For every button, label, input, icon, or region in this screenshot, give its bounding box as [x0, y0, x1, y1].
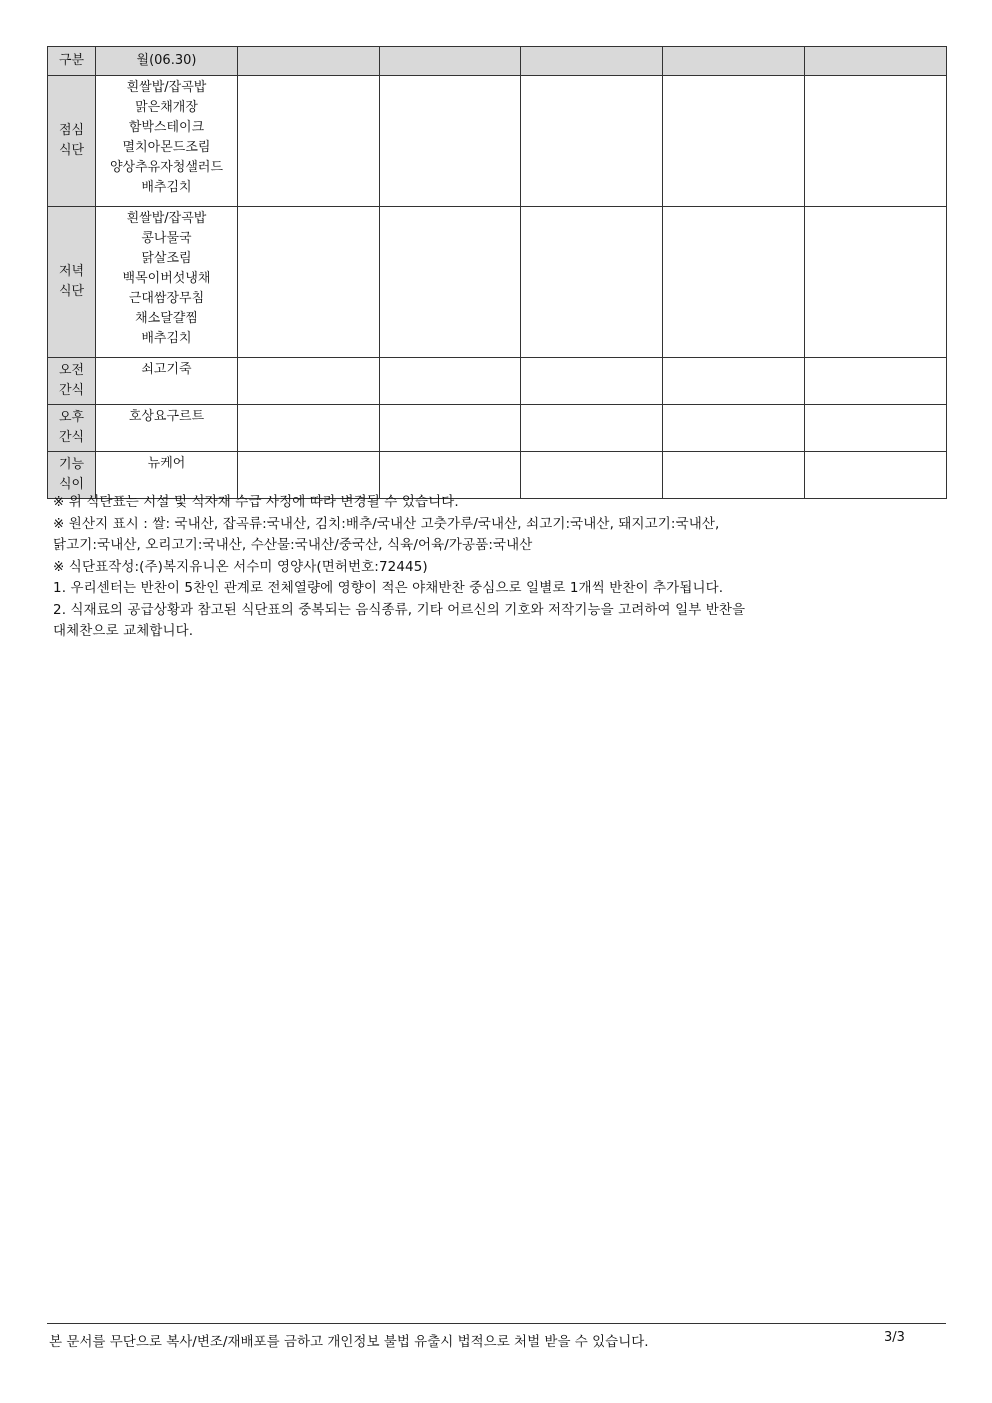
menu-item: 맑은채개장	[135, 100, 198, 115]
menu-item: 쇠고기죽	[141, 362, 192, 377]
menu-item: 호상요구르트	[128, 409, 205, 424]
header-day-3	[380, 47, 521, 76]
note-item-2: 2. 식재료의 공급상황과 참고된 식단표의 중복되는 음식종류, 기타 어르신의 기호와 저작기능을 고려하여 일부 반찬을	[53, 601, 746, 618]
menu-item: 배추김치	[141, 180, 192, 195]
empty-cell	[805, 405, 947, 452]
afternoon-snack-row-label	[48, 405, 96, 452]
page-number: 3/3	[884, 1330, 905, 1345]
menu-item: 백목이버섯냉채	[122, 271, 211, 286]
empty-cell	[805, 207, 947, 358]
lunch-row	[48, 76, 947, 207]
menu-item: 멸치아몬드조림	[122, 140, 211, 155]
menu-item: 뉴케어	[147, 456, 186, 471]
empty-cell	[663, 358, 805, 405]
note-change-notice: ※ 위 식단표는 시설 및 식자재 수급 사정에 따라 변경될 수 있습니다.	[53, 494, 459, 510]
menu-item: 흰쌀밥/잡곡밥	[126, 211, 207, 226]
footer-disclaimer: 본 문서를 무단으로 복사/변조/재배포를 금하고 개인정보 불법 유출시 법적으로 처벌 받을 수 있습니다.	[49, 1334, 649, 1350]
empty-cell	[380, 405, 521, 452]
note-origin: ※ 원산지 표시 : 쌀: 국내산, 잡곡류:국내산, 김치:배추/국내산 고춧가루/국내산, 쇠고기:국내산, 돼지고기:국내산,	[53, 515, 720, 532]
morning-snack-row	[48, 358, 947, 405]
empty-cell	[663, 76, 805, 207]
empty-cell	[238, 76, 380, 207]
note-author: ※ 식단표작성:(주)복지유니온 서수미 영양사(면허번호:72445)	[53, 558, 428, 575]
empty-cell	[380, 207, 521, 358]
notes-section	[53, 492, 933, 643]
empty-cell	[380, 76, 521, 207]
lunch-row-label	[48, 76, 96, 207]
lunch-label-line2: 식단	[58, 143, 85, 158]
empty-cell	[805, 76, 947, 207]
header-day-2	[238, 47, 380, 76]
header-label: 구분	[48, 47, 96, 76]
empty-cell	[238, 405, 380, 452]
dinner-menu-cell	[96, 207, 238, 358]
afternoon-snack-menu-cell	[96, 405, 238, 452]
header-day-6	[805, 47, 947, 76]
empty-cell	[663, 405, 805, 452]
header-day-1: 월(06.30)	[96, 47, 238, 76]
functional-diet-label-line1: 기능	[58, 457, 85, 472]
functional-diet-label-line2: 식이	[58, 477, 85, 492]
empty-cell	[663, 207, 805, 358]
menu-item: 닭살조림	[141, 251, 192, 266]
empty-cell	[805, 358, 947, 405]
header-day-5	[663, 47, 805, 76]
menu-item: 양상추유자청샐러드	[109, 160, 224, 175]
empty-cell	[238, 207, 380, 358]
empty-cell	[521, 76, 663, 207]
morning-snack-label-line1: 오전	[58, 363, 85, 378]
empty-cell	[521, 405, 663, 452]
afternoon-snack-row	[48, 405, 947, 452]
menu-item: 흰쌀밥/잡곡밥	[126, 80, 207, 95]
empty-cell	[521, 358, 663, 405]
morning-snack-row-label	[48, 358, 96, 405]
dinner-label-line2: 식단	[58, 284, 85, 299]
note-item-2-continued: 대체찬으로 교체합니다.	[53, 623, 194, 639]
lunch-menu-cell	[96, 76, 238, 207]
morning-snack-menu-cell	[96, 358, 238, 405]
menu-item: 함박스테이크	[128, 120, 205, 135]
table-header-row	[48, 47, 947, 76]
menu-item: 배추김치	[141, 331, 192, 346]
afternoon-snack-label-line1: 오후	[58, 410, 85, 425]
meal-plan-table	[47, 46, 947, 499]
lunch-label-line1: 점심	[58, 123, 85, 138]
dinner-row-label	[48, 207, 96, 358]
empty-cell	[380, 358, 521, 405]
empty-cell	[521, 207, 663, 358]
menu-item: 근대쌈장무침	[128, 291, 205, 306]
menu-item: 채소달걀찜	[135, 311, 198, 326]
note-item-1: 1. 우리센터는 반찬이 5찬인 관계로 전체열량에 영향이 적은 야채반찬 중심으로 일별로 1개씩 반찬이 추가됩니다.	[53, 580, 724, 596]
dinner-label-line1: 저녁	[58, 264, 85, 279]
note-origin-continued: 닭고기:국내산, 오리고기:국내산, 수산물:국내산/중국산, 식육/어육/가공품:국내산	[53, 537, 533, 553]
header-day-4	[521, 47, 663, 76]
footer-divider	[47, 1323, 946, 1324]
dinner-row	[48, 207, 947, 358]
empty-cell	[238, 358, 380, 405]
menu-item: 콩나물국	[141, 231, 192, 246]
afternoon-snack-label-line2: 간식	[58, 430, 85, 445]
morning-snack-label-line2: 간식	[58, 383, 85, 398]
